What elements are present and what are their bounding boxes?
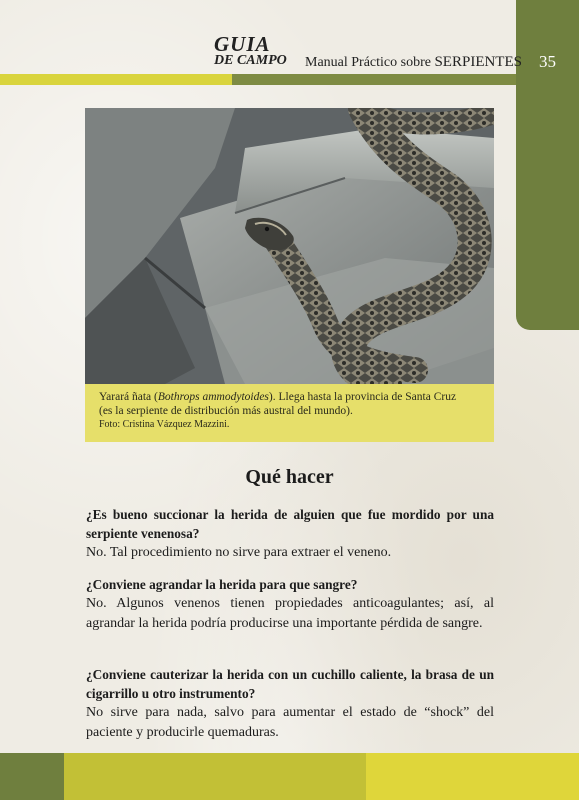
faq-answer: No. Tal procedimiento no sirve para extraer el veneno. bbox=[86, 545, 392, 560]
page-number: 35 bbox=[539, 52, 556, 71]
faq-answer: No. Algunos venenos tienen propiedades anticoagulantes; así, al agrandar la herida podría producirse una importante pérdida de sangre. bbox=[86, 596, 494, 631]
header-subtitle bbox=[305, 54, 522, 71]
caption-suffix: ). Llega hasta la provincia de Santa Cruz bbox=[268, 391, 457, 403]
header-de-campo: DE CAMPO bbox=[214, 53, 287, 68]
snake-photo-illustration bbox=[85, 108, 494, 384]
caption-prefix: Yarará ñata ( bbox=[99, 391, 158, 403]
side-tab bbox=[516, 0, 579, 330]
faq-item bbox=[86, 665, 494, 742]
faq-question: ¿Es bueno succionar la herida de alguien que fue mordido por una serpiente venenosa? bbox=[86, 507, 494, 541]
faq-item bbox=[86, 575, 494, 633]
header-rule bbox=[0, 74, 516, 85]
footer-bar bbox=[0, 753, 579, 800]
header-subtitle-caps: SERPIENTES bbox=[434, 54, 522, 70]
header-subtitle-prefix: Manual Práctico sobre bbox=[305, 55, 431, 70]
faq-answer: No sirve para nada, salvo para aumentar el estado de “shock” del paciente y producirle quemaduras. bbox=[86, 705, 494, 740]
section-title: Qué hacer bbox=[245, 466, 334, 488]
snake-photo bbox=[85, 108, 494, 384]
caption-line-1 bbox=[99, 390, 484, 404]
faq-question: ¿Conviene agrandar la herida para que sangre? bbox=[86, 577, 358, 592]
header-guia: GUIA bbox=[214, 32, 271, 56]
caption-credit: Foto: Cristina Vázquez Mazzini. bbox=[99, 419, 230, 430]
header-title bbox=[214, 34, 287, 68]
caption-line-2: (es la serpiente de distribución más austral del mundo). bbox=[99, 405, 353, 417]
photo-caption bbox=[85, 384, 494, 442]
faq-question: ¿Conviene cauterizar la herida con un cuchillo caliente, la brasa de un cigarrillo u otro instrumento? bbox=[86, 667, 494, 701]
faq-item bbox=[86, 505, 494, 563]
caption-species: Bothrops ammodytoides bbox=[157, 391, 269, 403]
